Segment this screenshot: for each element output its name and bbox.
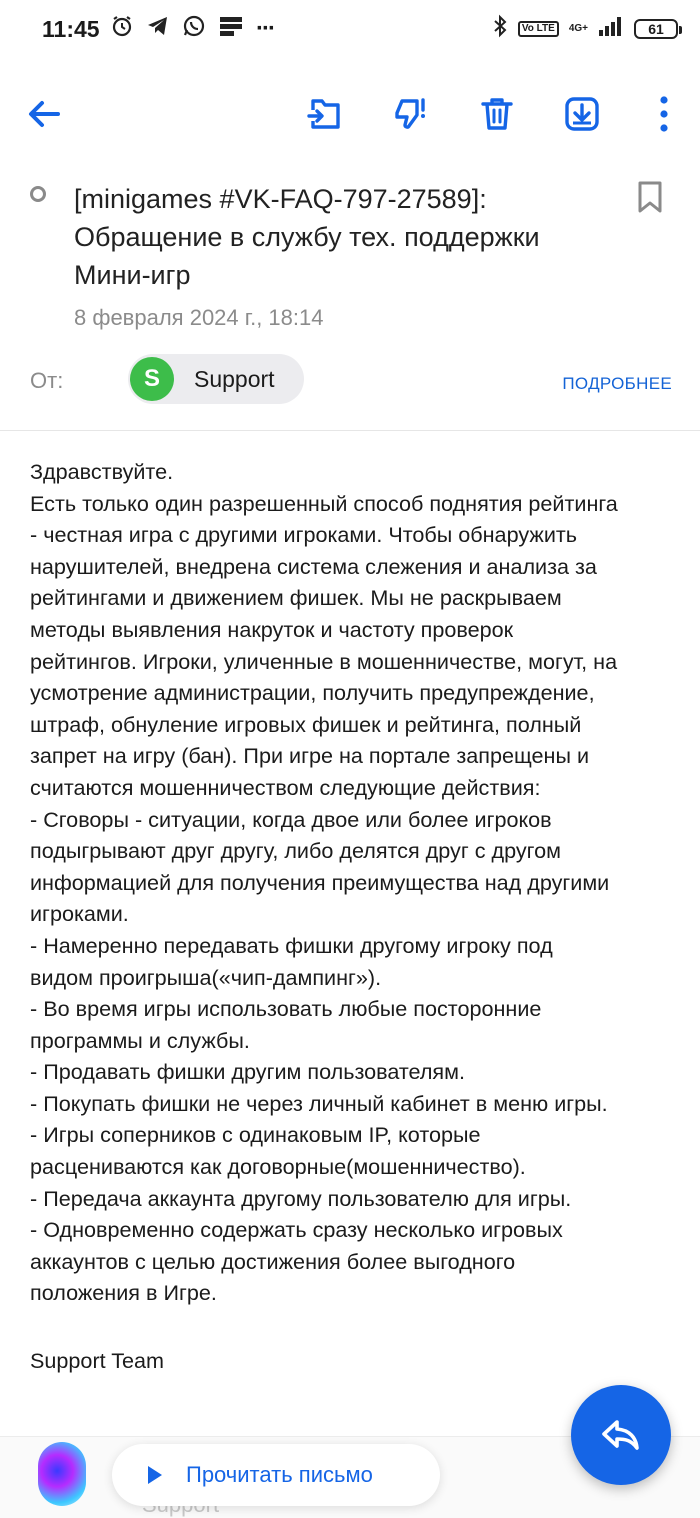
back-button[interactable] xyxy=(14,84,74,144)
body-line: Есть только один разрешенный способ поднятия рейтинга xyxy=(30,490,618,516)
body-line: - Игры соперников с одинаковым IP, которые xyxy=(30,1122,481,1148)
back-arrow-icon xyxy=(24,94,64,134)
body-line: аккаунтов с целью достижения более выгодного xyxy=(30,1248,516,1274)
reply-icon xyxy=(599,1415,643,1455)
body-line: запрет на игру (бан). При игре на портале запрещены и xyxy=(30,743,590,769)
more-notifications-icon: ··· xyxy=(256,14,274,42)
body-line: рейтингов. Игроки, уличенные в мошенничестве, могут, на xyxy=(30,648,618,674)
body-line: информацией для получения преимущества над другими xyxy=(30,869,610,895)
body-line: игроками. xyxy=(30,901,129,927)
body-line: Здравствуйте. xyxy=(30,459,174,484)
system-icons xyxy=(492,14,678,43)
read-aloud-label: Прочитать письмо xyxy=(186,1462,373,1487)
body-line: - Продавать фишки другим пользователям. xyxy=(30,1059,465,1085)
archive-button[interactable] xyxy=(552,84,612,144)
details-link[interactable]: ПОДРОБНЕЕ xyxy=(562,374,672,393)
body-line: штраф, обнуление игровых фишек и рейтинга, полный xyxy=(30,711,582,737)
body-line: программы и службы. xyxy=(30,1027,250,1053)
body-line: положения в Игре. xyxy=(30,1280,217,1306)
from-label: От: xyxy=(30,368,64,393)
volte-icon: Vo LTE xyxy=(518,21,559,37)
notification-icons xyxy=(110,14,274,43)
move-folder-icon xyxy=(305,94,345,134)
message-subject: [minigames #VK-FAQ-797-27589]: Обращение в службу тех. поддержки Мини-игр xyxy=(74,184,540,290)
more-vert-icon xyxy=(658,94,670,134)
body-line: методы выявления накруток и частоту проверок xyxy=(30,616,514,642)
message-date: 8 февраля 2024 г., 18:14 xyxy=(74,305,324,330)
reply-button[interactable] xyxy=(571,1385,671,1485)
body-line: - Сговоры - ситуации, когда двое или более игроков xyxy=(30,806,552,832)
sender-chip[interactable] xyxy=(128,354,304,404)
delete-button[interactable] xyxy=(467,84,527,144)
body-line: - Намеренно передавать фишки другому игроку под xyxy=(30,932,553,958)
bluetooth-icon xyxy=(492,14,508,43)
play-icon xyxy=(148,1466,162,1484)
body-line: подыгрывают друг другу, либо делятся друг с другом xyxy=(30,838,561,864)
sender-name: Support xyxy=(194,365,275,392)
avatar: S xyxy=(130,357,174,401)
spam-button[interactable] xyxy=(380,84,440,144)
signature: Support Team xyxy=(30,1348,165,1373)
bookmark-icon xyxy=(636,180,664,214)
body-line: считаются мошенничеством следующие действия: xyxy=(30,774,541,800)
message-body xyxy=(30,456,680,1309)
spam-icon xyxy=(390,94,430,134)
move-button[interactable] xyxy=(295,84,355,144)
trash-icon xyxy=(477,94,517,134)
whatsapp-icon xyxy=(182,14,206,43)
body-line: усмотрение администрации, получить предупреждение, xyxy=(30,680,595,706)
body-line: расцениваются как договорные(мошенничество). xyxy=(30,1154,526,1180)
telegram-icon xyxy=(146,14,170,43)
read-aloud-button[interactable] xyxy=(112,1444,440,1506)
app-icon xyxy=(218,14,244,43)
signal-icon xyxy=(598,15,624,42)
alarm-icon xyxy=(110,14,134,43)
battery-indicator: 61 xyxy=(634,19,678,39)
body-line: - честная игра с другими игроками. Чтобы обнаружить xyxy=(30,522,578,548)
body-line: - Передача аккаунта другому пользователю для игры. xyxy=(30,1185,572,1211)
unread-toggle[interactable] xyxy=(30,186,46,202)
status-time: 11:45 xyxy=(42,16,100,42)
more-options-button[interactable] xyxy=(634,84,694,144)
body-line: - Одновременно содержать сразу несколько игровых xyxy=(30,1217,563,1243)
voice-assistant-button[interactable] xyxy=(38,1442,86,1506)
body-line: - Покупать фишки не через личный кабинет в меню игры. xyxy=(30,1090,608,1116)
bookmark-button[interactable] xyxy=(636,180,664,219)
body-line: - Во время игры использовать любые посторонние xyxy=(30,996,542,1022)
download-icon xyxy=(562,94,602,134)
network-type: 4G+ xyxy=(568,22,588,34)
body-line: рейтингами и движением фишек. Мы не раскрываем xyxy=(30,585,562,611)
body-line: нарушителей, внедрена система слежения и анализа за xyxy=(30,553,597,579)
status-bar xyxy=(0,0,700,62)
message-toolbar xyxy=(0,84,700,148)
body-line: видом проигрыша(«чип-дампинг»). xyxy=(30,964,382,990)
divider xyxy=(0,430,700,431)
